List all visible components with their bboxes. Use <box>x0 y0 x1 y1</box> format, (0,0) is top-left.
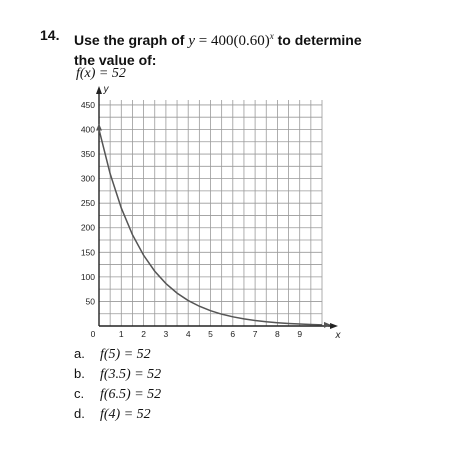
prompt-prefix: Use the graph of <box>74 32 185 48</box>
answer-letter: d. <box>74 406 85 421</box>
function-exponent: x <box>269 31 274 41</box>
given-text: f(x) = 52 <box>76 66 126 81</box>
x-tick-label: 8 <box>275 329 280 339</box>
x-tick-label: 2 <box>141 329 146 339</box>
grid <box>99 100 322 326</box>
x-tick-label: 5 <box>208 329 213 339</box>
x-tick-label: 6 <box>230 329 236 339</box>
y-tick-label: 200 <box>80 222 95 233</box>
y-tick-label: 300 <box>80 173 95 184</box>
y-axis-arrow <box>96 86 102 94</box>
answer-choice-c[interactable] <box>74 384 161 404</box>
answer-expression: f(4) = 52 <box>100 407 151 422</box>
x-tick-label: 3 <box>163 329 169 339</box>
answer-expression: f(6.5) = 52 <box>100 387 162 402</box>
question-prompt <box>74 27 362 70</box>
function-lhs: y <box>188 33 196 49</box>
answer-choices <box>74 344 161 424</box>
y-axis-label: y <box>103 86 109 95</box>
x-tick-label: 7 <box>252 329 258 339</box>
y-tick-label: 450 <box>80 99 95 110</box>
x-axis-label: x <box>335 330 341 341</box>
answer-choice-a[interactable] <box>74 344 161 364</box>
answer-letter: c. <box>74 386 85 401</box>
y-tick-label: 100 <box>80 271 95 282</box>
origin-label: 0 <box>90 329 96 339</box>
x-axis-arrow <box>330 323 338 329</box>
exponential-graph <box>72 86 342 342</box>
function-rhs: = 400(0.60) <box>198 33 270 49</box>
function-expression <box>188 33 273 49</box>
y-tick-label: 400 <box>80 124 95 135</box>
y-tick-label: 50 <box>85 296 95 307</box>
y-tick-label: 150 <box>80 247 95 258</box>
x-tick-label: 9 <box>297 329 303 339</box>
answer-choice-b[interactable] <box>74 364 161 384</box>
answer-expression: f(5) = 52 <box>100 347 151 362</box>
prompt-suffix: to determine <box>277 32 362 48</box>
y-tick-label: 250 <box>80 198 95 209</box>
y-tick-label: 350 <box>80 149 95 160</box>
curve-end-arrow <box>324 322 331 328</box>
answer-letter: b. <box>74 366 85 381</box>
x-tick-label: 1 <box>118 329 124 339</box>
question-number: 14. <box>40 27 60 43</box>
answer-choice-d[interactable] <box>74 404 161 424</box>
answer-letter: a. <box>74 346 85 361</box>
prompt-line2: the value of: <box>74 52 157 68</box>
x-tick-label: 4 <box>185 329 191 339</box>
tick-labels <box>81 86 342 341</box>
curve-start-arrow <box>96 123 102 130</box>
answer-expression: f(3.5) = 52 <box>100 367 162 382</box>
given-equation <box>76 66 126 82</box>
